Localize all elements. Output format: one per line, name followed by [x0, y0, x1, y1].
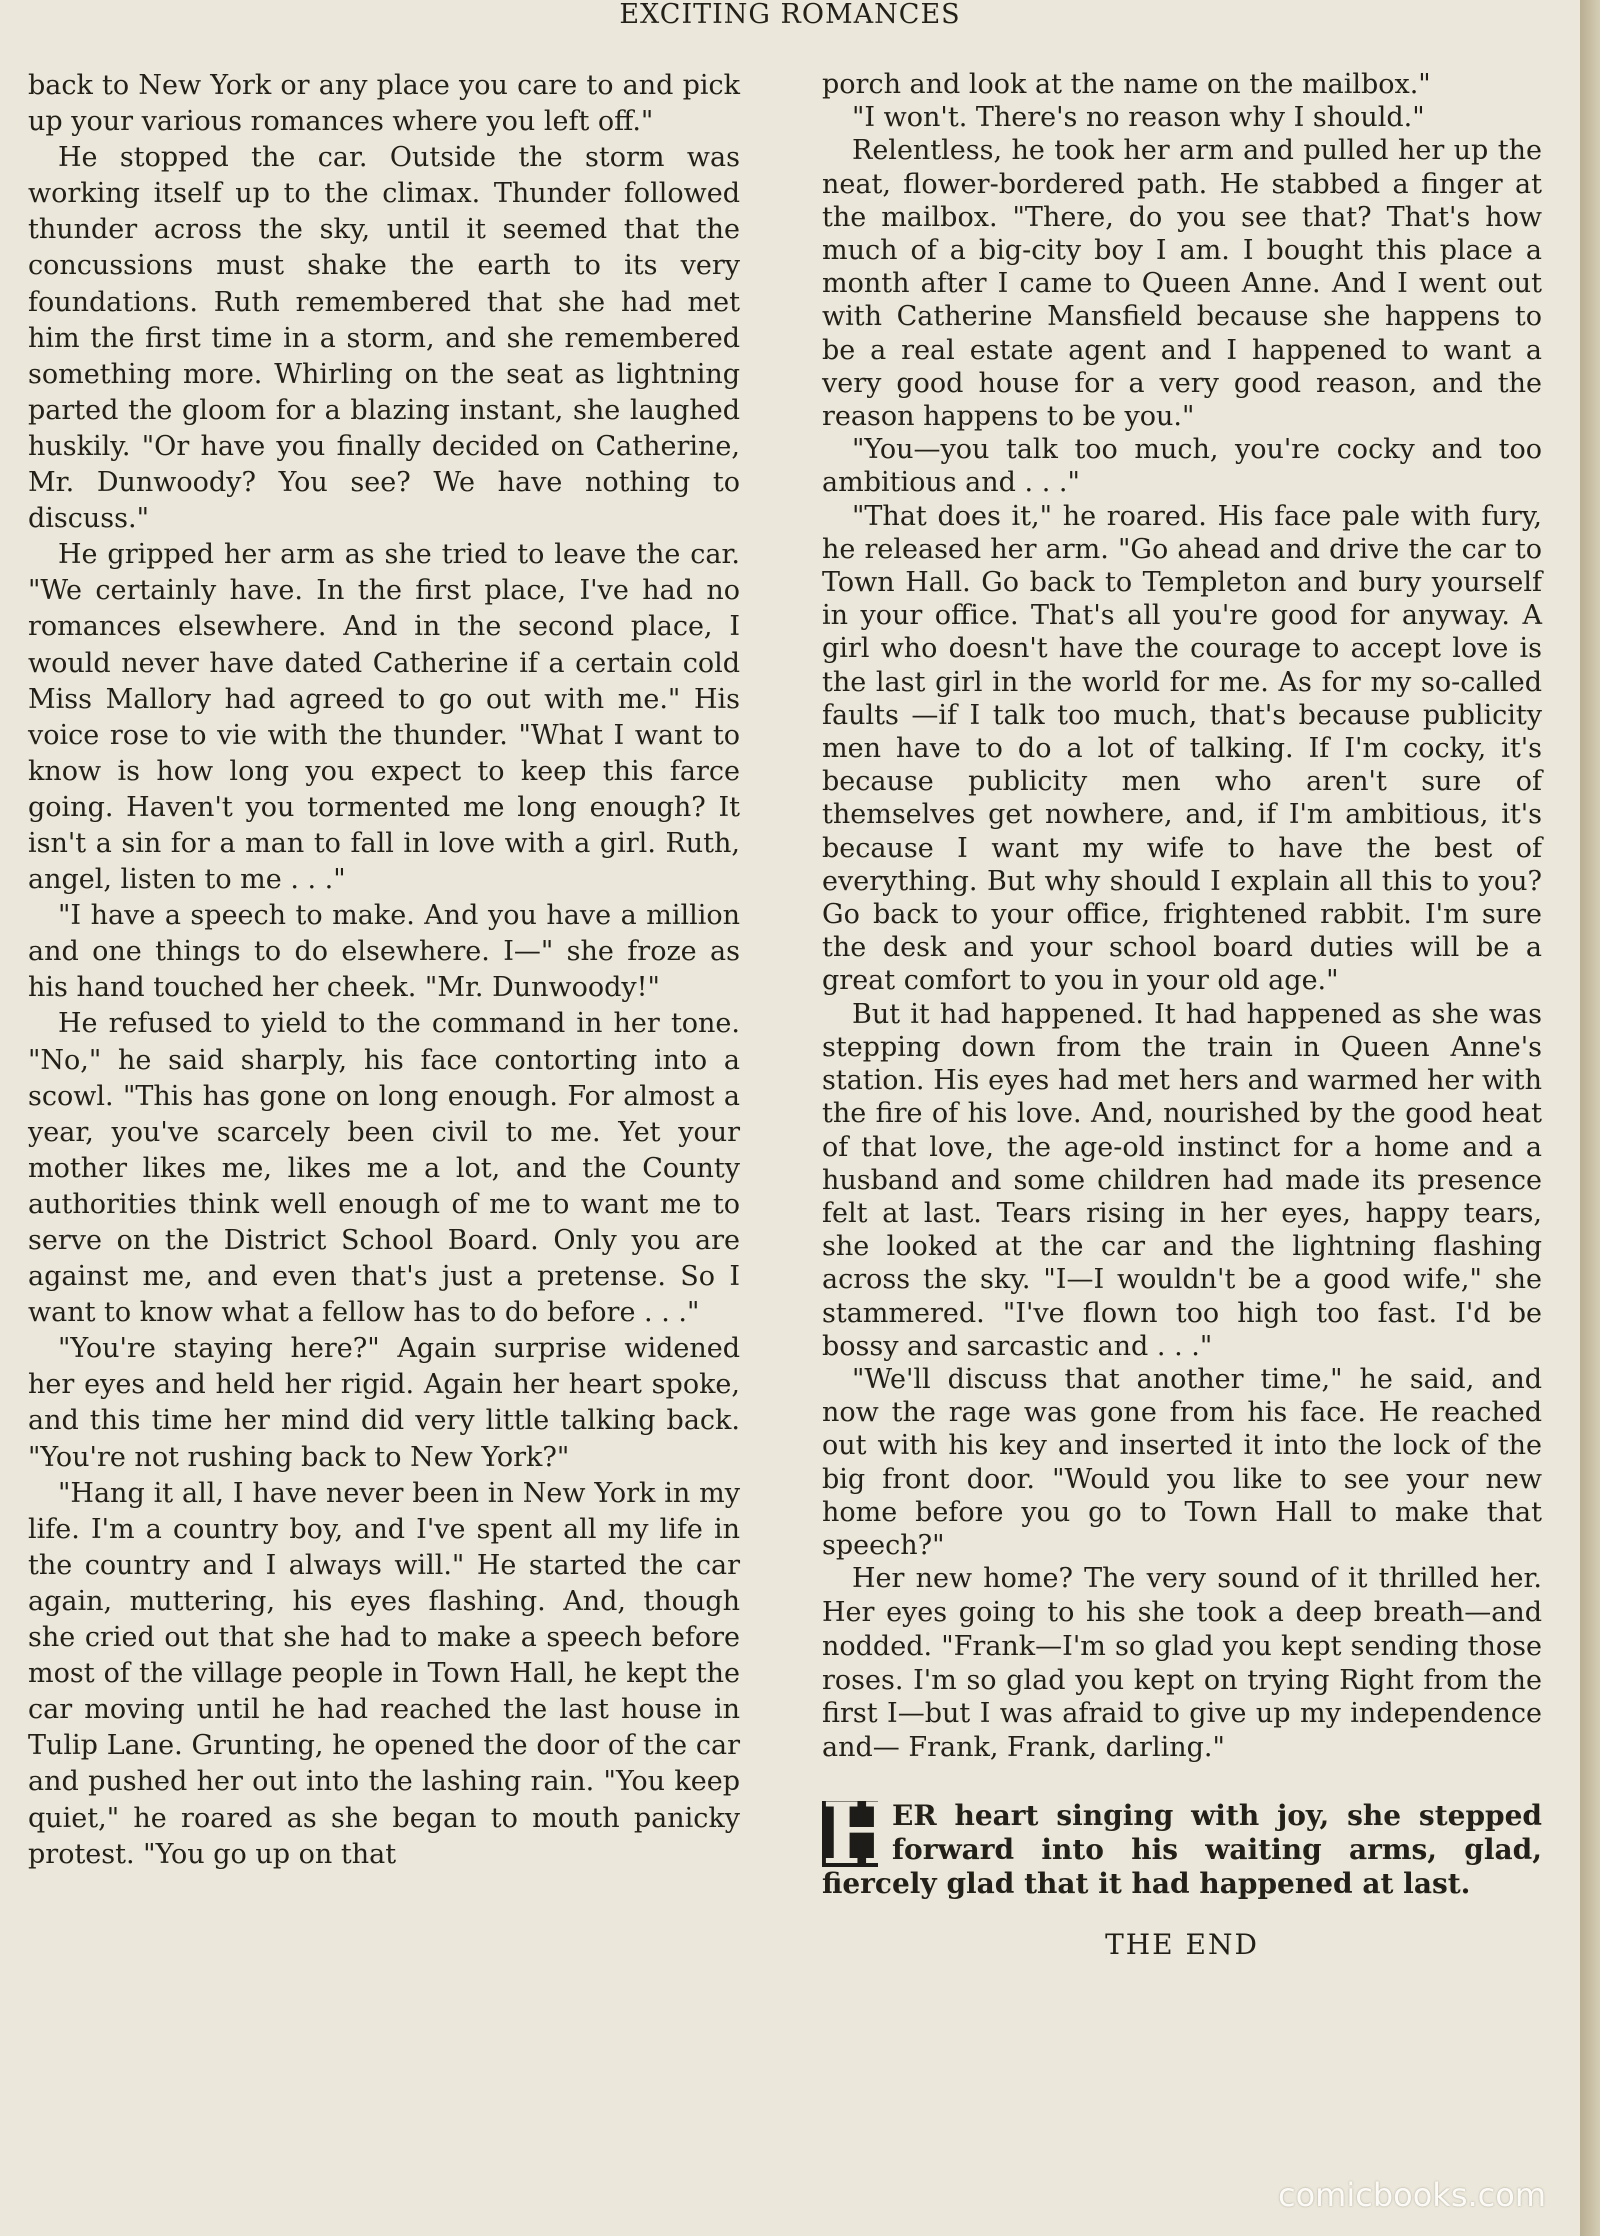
paragraph: porch and look at the name on the mailbox.": [822, 69, 1431, 100]
paragraph: But it had happened. It had happened as she was stepping down from the train in Queen Anne's station. His eyes had met hers and warmed her with the fire of his love. And, nourished by the good heat of that love, the age-old instinct for a home and a husband and some children had made its presence felt at last. Tears rising in her eyes, happy tears, she looked at the car and the lightning flashing across the sky. "I—I wouldn't be a good wife," she stammered. "I've flown too high too fast. I'd be bossy and sarcastic and . . .": [822, 998, 1542, 1362]
paragraph: "You—you talk too much, you're cocky and too ambitious and . . .": [822, 434, 1542, 499]
running-header: EXCITING ROMANCES: [619, 0, 961, 30]
ending-paragraph: [822, 1783, 1542, 1901]
page-edge: [1580, 0, 1600, 2236]
paragraph: Relentless, he took her arm and pulled her up the neat, flower-bordered path. He stabbed a finger at the mailbox. "There, do you see that? That's how much of a big-city boy I am. I bought this place a month after I came to Queen Anne. And I went out with Catherine Mansfield because she happens to be a real estate agent and I happened to want a very good house for a very good reason, and the reason happens to be you.": [822, 135, 1542, 433]
paragraph: "I won't. There's no reason why I should.": [852, 102, 1425, 134]
paragraph: "We'll discuss that another time," he said, and now the rage was gone from his face. He reached out with his key and inserted it into the lock of the big front door. "Would you like to see your new home before you go to Town Hall to make that speech?": [822, 1363, 1542, 1561]
paragraph: "Hang it all, I have never been in New York in my life. I'm a country boy, and I've spent all my life in the country and I always will." He started the car again, muttering, his eyes flashing. And, though she cried out that she had to make a speech before most of the village people in Town Hall, he kept the car moving until he had reached the last house in Tulip Lane. Grunting, he opened the door of the car and pushed her out into the lashing rain. "You keep quiet," he roared as she began to mouth panicky protest. "You go up on that: [28, 1477, 740, 1870]
paragraph: He stopped the car. Outside the storm was working itself up to the climax. Thunder followed thunder across the sky, until it seemed that the concussions must shake the earth to its very foundations. Ruth remembered that she had met him the first time in a storm, and she remembered something more. Whirling on the seat as lightning parted the gloom for a blazing instant, she laughed huskily. "Or have you finally decided on Catherine, Mr. Dunwoody? You see? We have nothing to discuss.": [28, 142, 740, 535]
paragraph: "That does it," he roared. His face pale with fury, he released her arm. "Go ahead and drive the car to Town Hall. Go back to Templeton and bury yourself in your office. That's all you're good for anyway. A girl who doesn't have the courage to accept love is the last girl in the world for me. As for my so-called faults —if I talk too much, that's because publicity men have to do a lot of talking. If I'm cocky, it's because publicity men who aren't sure of themselves get nowhere, and, if I'm ambitious, it's because I want my wife to have the best of everything. But why should I explain all this to you? Go back to your office, frightened rabbit. I'm sure the desk and your school board duties will be a great comfort to you in your old age.": [822, 500, 1542, 997]
paragraph: "You're staying here?" Again surprise widened her eyes and held her rigid. Again her heart spoke, and this time her mind did very little talking back. "You're not rushing back to New York?": [28, 1333, 740, 1473]
right-column: [822, 68, 1542, 1963]
paragraph: Her new home? The very sound of it thrilled her. Her eyes going to his she took a deep breath—and nodded. "Frank—I'm so glad you kept sending those roses. I'm so glad you kept on trying Right from the first I—but I was afraid to give up my independence and— Frank, Frank, darling.": [822, 1563, 1542, 1764]
drop-cap: H: [822, 1783, 902, 1883]
the-end-label: THE END: [1105, 1927, 1259, 1961]
ending-text: ER heart singing with joy, she stepped forward into his waiting arms, glad, fiercely glad that it had happened at last.: [822, 1798, 1542, 1900]
paragraph: "I have a speech to make. And you have a million and one things to do elsewhere. I—" she froze as his hand touched her cheek. "Mr. Dunwoody!": [28, 900, 740, 1004]
paragraph: back to New York or any place you care to and pick up your various romances where you left off.": [28, 70, 740, 138]
left-column: [28, 68, 740, 1873]
watermark: comicbooks.com: [1277, 2176, 1546, 2214]
paragraph: He gripped her arm as she tried to leave the car. "We certainly have. In the first place, I've had no romances elsewhere. And in the second place, I would never have dated Catherine if a certain cold Miss Mallory had agreed to go out with me." His voice rose to vie with the thunder. "What I want to know is how long you expect to keep this farce going. Haven't you tormented me long enough? It isn't a sin for a man to fall in love with a girl. Ruth, angel, listen to me . . .": [28, 539, 740, 896]
paragraph: He refused to yield to the command in her tone. "No," he said sharply, his face contorting into a scowl. "This has gone on long enough. For almost a year, you've scarcely been civil to me. Yet your mother likes me, likes me a lot, and the County authorities think well enough of me to want me to serve on the District School Board. Only you are against me, and even that's just a pretense. So I want to know what a fellow has to do before . . .": [28, 1008, 740, 1329]
